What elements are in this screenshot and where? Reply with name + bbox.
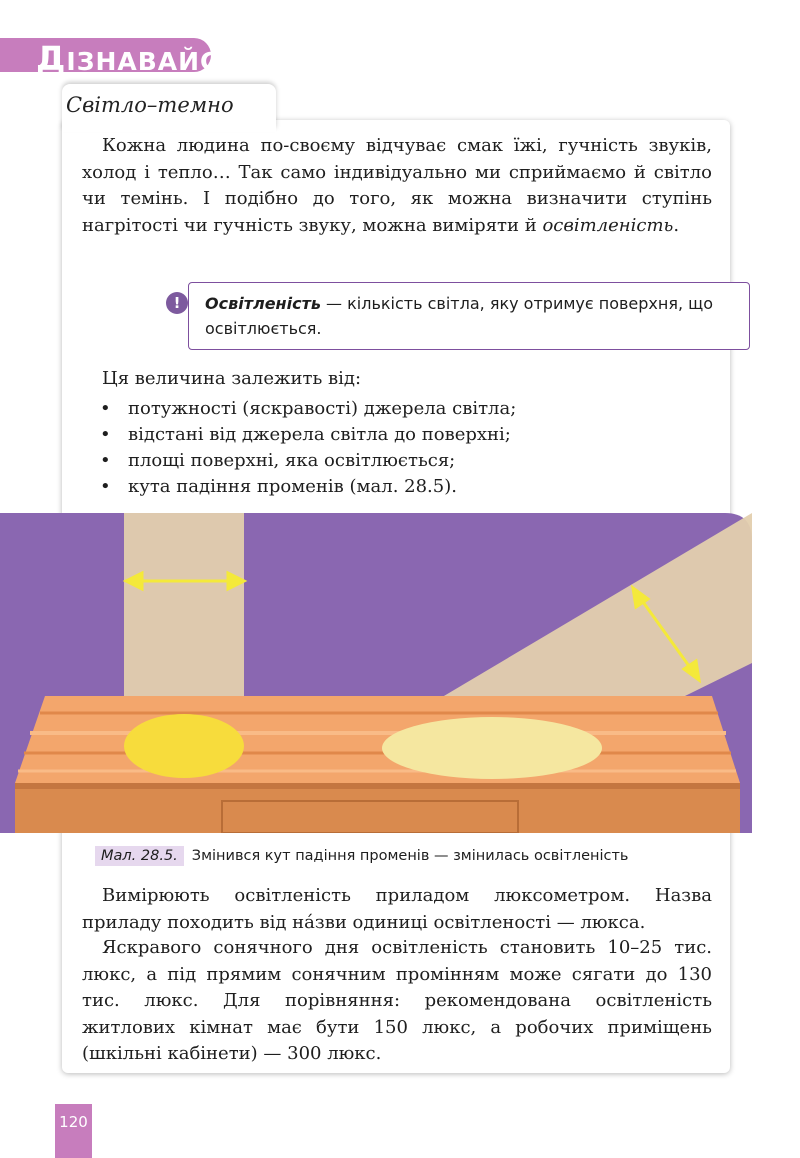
definition-text: — кількість світла, яку отримує поверхня, що освітлюється. (205, 294, 714, 338)
illustration-figure (0, 513, 752, 833)
exclamation-icon: ! (166, 292, 188, 314)
topic-title: Світло–темно (66, 93, 234, 117)
definition-box (188, 282, 750, 350)
paragraph-luxmeter: Вимірюють освітленість приладом люксометром. Назва приладу походить від на́зви одиниці освітленості — люкса. (82, 885, 712, 933)
list-item: • площі поверхні, яка освітлюється; (100, 450, 456, 471)
caption-text: Змінився кут падіння променів — змінилась освітленість (191, 848, 629, 864)
figure-caption (95, 846, 695, 872)
definition-term: Освітленість (205, 294, 321, 313)
section-label: ДІЗНАВАЙСЯ (36, 39, 240, 78)
paragraph-lux-values: Яскравого сонячного дня освітленість становить 10–25 тис. люкс, а під прямим сонячним промінням може сягати до 130 тис. люкс. Для порівняння: рекомендована освітленість житлових кімнат має бути 150 люкс, а робочих приміщень (шкільні кабінети) — 300 люкс. (82, 937, 712, 1064)
page-number: 120 (55, 1104, 92, 1140)
light-spot-large (382, 717, 602, 779)
factors-intro: Ця величина залежить від: (102, 368, 362, 389)
list-item: • потужності (яскравості) джерела світла; (100, 398, 517, 419)
factors-list (100, 396, 516, 500)
list-item: • відстані від джерела світла до поверхні; (100, 424, 511, 445)
list-item: • кута падіння променів (мал. 28.5). (100, 476, 457, 497)
intro-paragraph: Кожна людина по-своєму відчуває смак їжі, гучність звуків, холод і тепло… Так само індивідуально ми сприймаємо й світло чи темінь. І подібно до того, як можна визначити ступінь нагрітості чи гучність звуку, можна виміряти й освітленість. (82, 135, 712, 236)
table-front (15, 783, 740, 833)
caption-label: Мал. 28.5. (95, 846, 184, 866)
term-illuminance: освітленість (542, 214, 674, 236)
section-tab (0, 38, 240, 78)
page-number-bar (55, 1140, 92, 1158)
light-spot-small (124, 714, 244, 778)
